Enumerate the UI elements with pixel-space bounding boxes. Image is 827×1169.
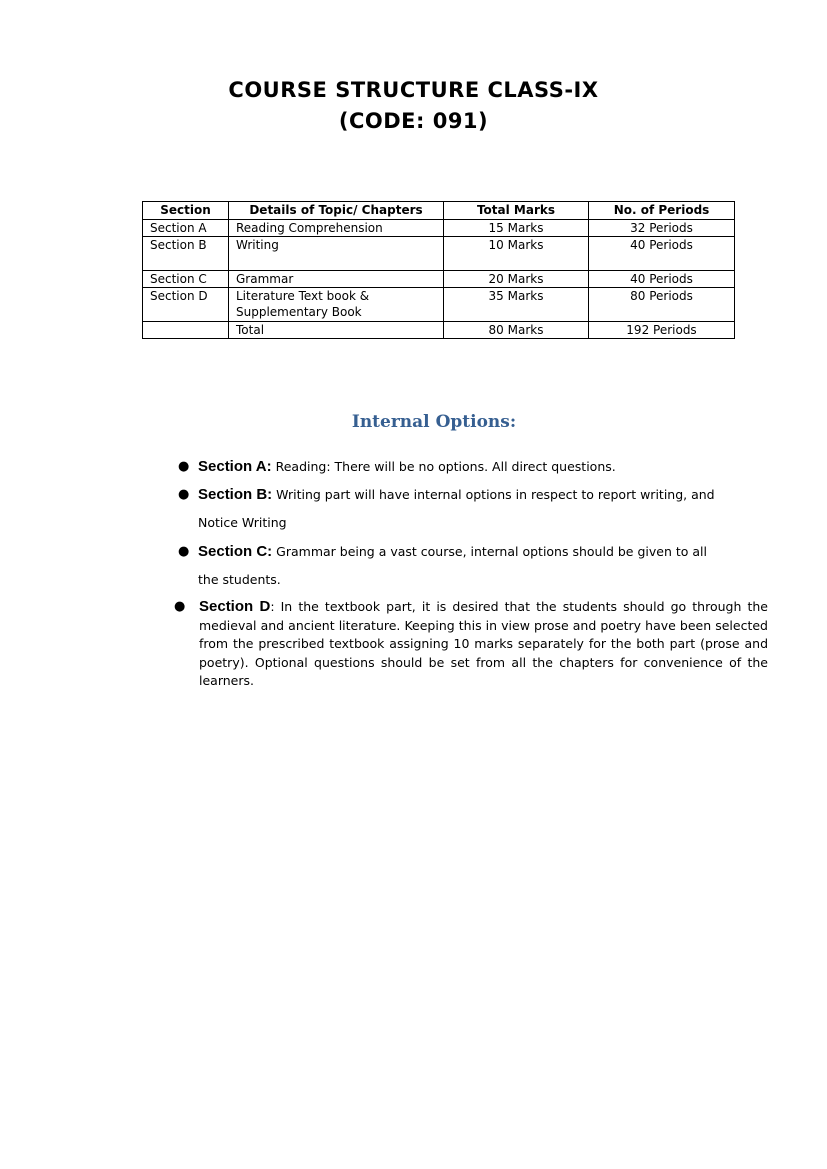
cell-details: Total <box>229 322 444 339</box>
option-text-continued: the students. <box>198 572 281 587</box>
table-row-total <box>143 322 735 339</box>
option-text: Reading: There will be no options. All direct questions. <box>275 459 616 474</box>
option-item-section-b <box>178 481 738 537</box>
cell-periods: 80 Periods <box>589 288 735 322</box>
cell-section: Section D <box>143 288 229 322</box>
cell-periods: 40 Periods <box>589 237 735 271</box>
bullet-icon: ● <box>178 459 190 474</box>
cell-marks: 10 Marks <box>444 237 589 271</box>
cell-marks: 15 Marks <box>444 220 589 237</box>
course-code: (CODE: 091) <box>338 109 489 133</box>
option-label: Section D <box>199 598 271 615</box>
bullet-icon: ● <box>178 487 190 502</box>
header-periods: No. of Periods <box>589 202 735 220</box>
cell-section <box>143 322 229 339</box>
cell-marks: 35 Marks <box>444 288 589 322</box>
option-item-section-a <box>178 453 758 481</box>
option-label: Section A: <box>198 458 272 475</box>
cell-periods: 192 Periods <box>589 322 735 339</box>
table-row <box>143 220 735 237</box>
bullet-icon: ● <box>174 599 186 614</box>
option-label: Section C: <box>198 543 273 560</box>
cell-section: Section B <box>143 237 229 271</box>
option-item-section-d <box>174 598 768 691</box>
header-details: Details of Topic/ Chapters <box>229 202 444 220</box>
bullet-icon: ● <box>178 544 190 559</box>
cell-details: Grammar <box>229 271 444 288</box>
cell-details-line-2: Supplementary Book <box>236 305 362 319</box>
option-text-continued: Notice Writing <box>198 515 287 530</box>
cell-periods: 32 Periods <box>589 220 735 237</box>
header-section: Section <box>143 202 229 220</box>
option-text: : In the textbook part, it is desired that the students should go through the medieval and ancient literature. Keeping this in view prose and poetry have been selected from the prescribed textbook assigning 10 marks separately for the both part (prose and poetry). Optional questions should be set from all the chapters for convenience of the learners. <box>199 599 768 689</box>
option-label: Section B: <box>198 486 273 503</box>
cell-periods: 40 Periods <box>589 271 735 288</box>
cell-section: Section A <box>143 220 229 237</box>
option-text: Writing part will have internal options in respect to report writing, and <box>276 487 715 502</box>
cell-details-line-1: Literature Text book & <box>236 289 370 303</box>
table-row <box>143 271 735 288</box>
option-text: Grammar being a vast course, internal options should be given to all <box>276 544 707 559</box>
cell-details <box>229 288 444 322</box>
table-header-row <box>143 202 735 220</box>
option-item-section-c <box>178 538 738 594</box>
cell-marks: 80 Marks <box>444 322 589 339</box>
header-total-marks: Total Marks <box>444 202 589 220</box>
internal-options-heading: Internal Options: <box>351 412 517 432</box>
table-row <box>143 237 735 271</box>
cell-details: Reading Comprehension <box>229 220 444 237</box>
cell-details: Writing <box>229 237 444 271</box>
page-title: COURSE STRUCTURE CLASS-IX <box>228 78 599 102</box>
cell-section: Section C <box>143 271 229 288</box>
table-row <box>143 288 735 322</box>
cell-marks: 20 Marks <box>444 271 589 288</box>
course-structure-table <box>142 201 735 339</box>
